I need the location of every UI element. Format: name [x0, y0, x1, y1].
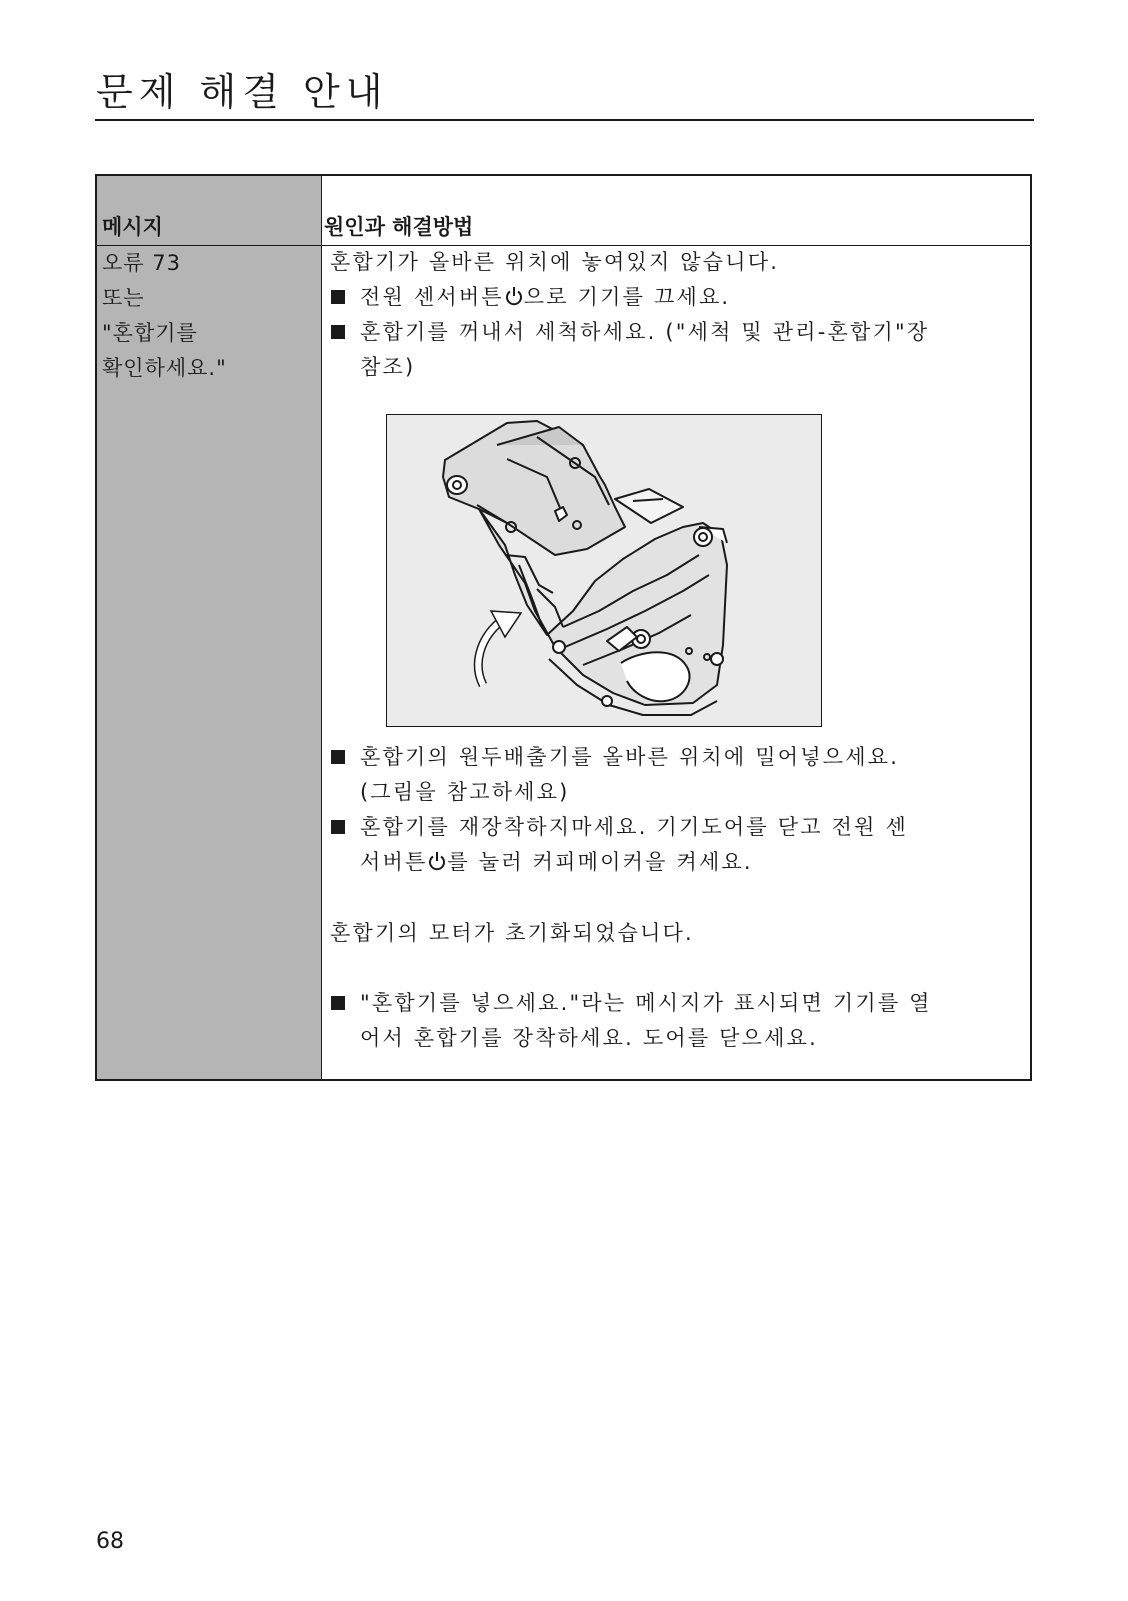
- cause-section-2: [330, 740, 1022, 880]
- solution-text: "혼합기를 넣으세요."라는 메시지가 표시되면 기기를 열: [360, 991, 932, 1015]
- message-column-header: 메시지: [102, 215, 163, 239]
- solution-item: [330, 315, 1022, 385]
- cause-section-3: [330, 916, 1022, 951]
- solution-text: 전원 센서버튼: [360, 285, 504, 309]
- solution-text: 어서 혼합기를 장착하세요. 도어를 닫으세요.: [360, 1026, 818, 1050]
- power-icon: [504, 285, 524, 307]
- solution-text: 를 눌러 커피메이커을 켜세요.: [447, 850, 753, 874]
- solution-item: [330, 280, 1022, 315]
- solution-text: 혼합기를 꺼내서 세척하세요. ("세척 및 관리-혼합기"장: [360, 320, 930, 344]
- bullet-square-icon: [331, 750, 345, 764]
- bullet-square-icon: [331, 325, 345, 339]
- solution-item: [330, 810, 1022, 880]
- cause-section-3-solution: [330, 986, 1022, 1056]
- power-icon: [427, 850, 447, 872]
- cause-text: 혼합기의 모터가 초기화되었습니다.: [330, 921, 694, 945]
- bullet-square-icon: [331, 290, 345, 304]
- message-line: 확인하세요.": [102, 356, 227, 380]
- cause-column-header: 원인과 해결방법: [324, 215, 474, 239]
- solution-text: 혼합기의 원두배출기를 올바른 위치에 밀어넣으세요.: [360, 745, 900, 769]
- solution-text: (그림을 참고하세요): [360, 780, 570, 804]
- curved-arrow-icon: [478, 611, 521, 685]
- cause-section-1: [330, 245, 1022, 385]
- title-rule: [95, 119, 1034, 121]
- cause-text: 혼합기가 올바른 위치에 놓여있지 않습니다.: [330, 250, 780, 274]
- solution-text: 혼합기를 재장착하지마세요. 기기도어를 닫고 전원 센: [360, 815, 908, 839]
- solution-text: 서버튼: [360, 850, 428, 874]
- page-title: 문제 해결 안내: [96, 70, 389, 114]
- bullet-square-icon: [331, 996, 345, 1010]
- bullet-square-icon: [331, 820, 345, 834]
- mixer-illustration: [386, 414, 822, 727]
- message-line: "혼합기를: [102, 321, 198, 345]
- mixer-illustration-drawing: [387, 415, 820, 725]
- message-line: 오류 73: [102, 251, 181, 275]
- solution-item: [330, 986, 1022, 1056]
- troubleshooting-table: [95, 174, 1032, 1081]
- solution-text: 으로 기기를 끄세요.: [523, 285, 731, 309]
- page-number: 68: [96, 1529, 124, 1554]
- message-cell: [102, 246, 314, 386]
- message-line: 또는: [102, 286, 145, 310]
- solution-item: [330, 740, 1022, 810]
- solution-text: 참조): [360, 355, 416, 379]
